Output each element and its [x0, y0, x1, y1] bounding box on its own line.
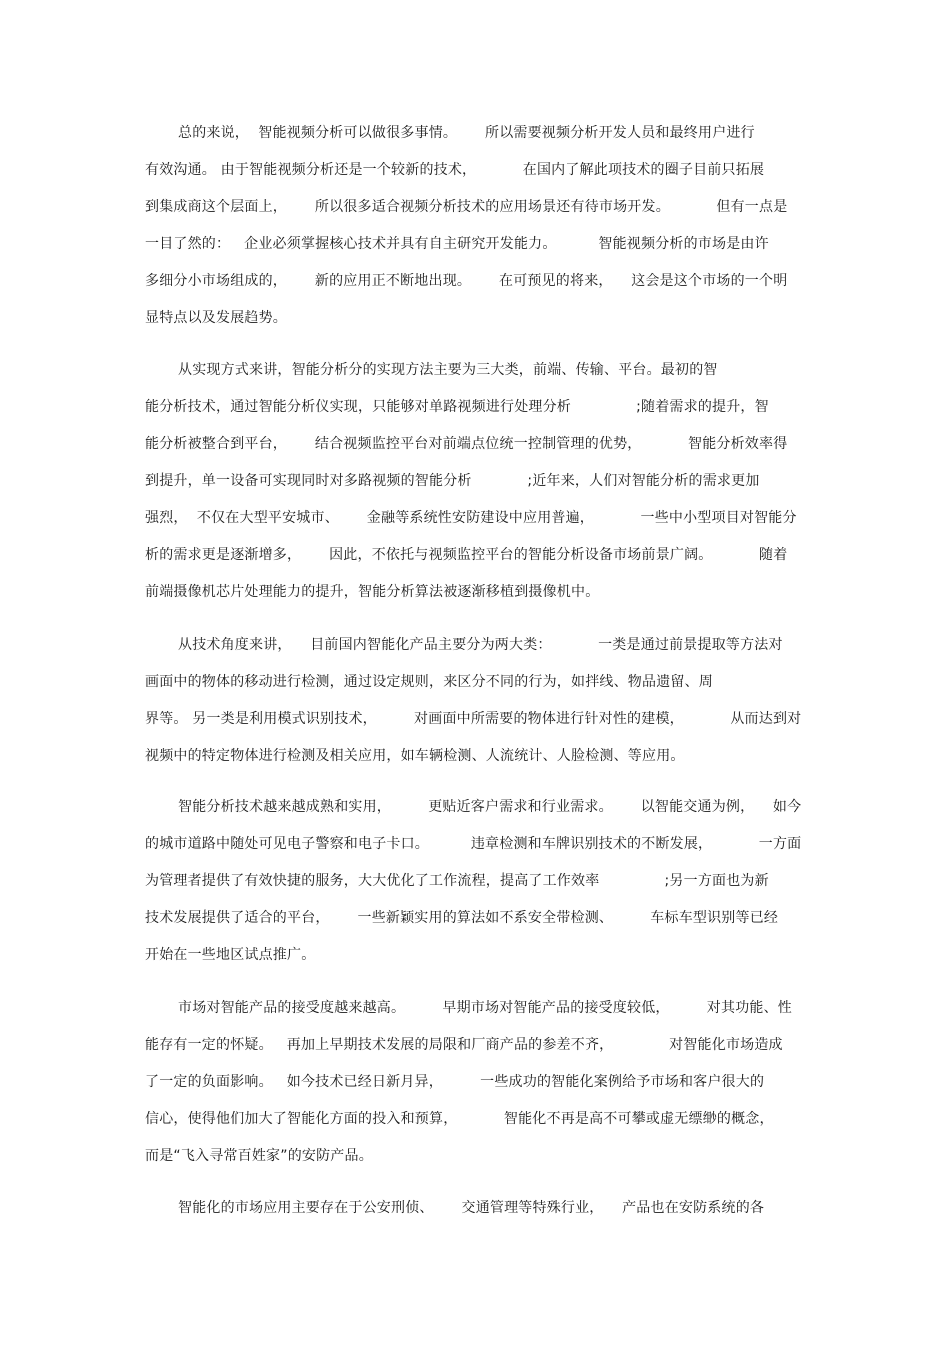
text-line: 从技术角度来讲， 目前国内智能化产品主要分为两大类： 一类是通过前景提取等方法对 — [178, 637, 783, 653]
text-line: 多细分小市场组成的， 新的应用正不断地出现。 在可预见的将来， 这会是这个市场的一个明 — [145, 273, 788, 289]
text-line: 强烈， 不仅在大型平安城市、 金融等系统性安防建设中应用普遍， 一些中小型项目对智能分 — [145, 510, 797, 526]
text-line: 智能分析技术越来越成熟和实用， 更贴近客户需求和行业需求。 以智能交通为例， 如今 — [178, 799, 802, 815]
text-line: 能存有一定的怀疑。 再加上早期技术发展的局限和厂商产品的参差不齐， 对智能化市场造成 — [145, 1037, 783, 1053]
paragraph-summary — [145, 115, 810, 337]
text-line: 智能化的市场应用主要存在于公安刑侦、 交通管理等特殊行业， 产品也在安防系统的各 — [178, 1200, 765, 1216]
text-line: 能分析被整合到平台， 结合视频监控平台对前端点位统一控制管理的优势， 智能分析效率得 — [145, 436, 788, 452]
text-line: 到提升，单一设备可实现同时对多路视频的智能分析 ;近年来，人们对智能分析的需求更加 — [145, 473, 760, 489]
paragraph-technology — [145, 627, 810, 775]
text-line: 的城市道路中随处可见电子警察和电子卡口。 违章检测和车牌识别技术的不断发展， 一方面 — [145, 836, 802, 852]
text-line: 总的来说， 智能视频分析可以做很多事情。 所以需要视频分析开发人员和最终用户进行 — [178, 125, 755, 141]
paragraph-acceptance — [145, 990, 810, 1175]
text-line: 而是“飞入寻常百姓家”的安防产品。 — [145, 1148, 373, 1164]
paragraph-applications — [145, 1190, 810, 1227]
text-line: 界等。 另一类是利用模式识别技术， 对画面中所需要的物体进行针对性的建模， 从而达到对 — [145, 711, 802, 727]
text-line: 能分析技术，通过智能分析仪实现，只能够对单路视频进行处理分析 ;随着需求的提升，智 — [145, 399, 769, 415]
text-line: 从实现方式来讲，智能分析分的实现方法主要为三大类，前端、传输、平台。最初的智 — [178, 362, 718, 378]
paragraph-maturity — [145, 789, 810, 974]
text-line: 一目了然的： 企业必须掌握核心技术并具有自主研究开发能力。 智能视频分析的市场是由许 — [145, 236, 769, 252]
text-line: 前端摄像机芯片处理能力的提升，智能分析算法被逐渐移植到摄像机中。 — [145, 584, 600, 600]
paragraph-implementation — [145, 352, 810, 611]
text-line: 析的需求更是逐渐增多， 因此，不依托与视频监控平台的智能分析设备市场前景广阔。 随着 — [145, 547, 788, 563]
text-line: 画面中的物体的移动进行检测，通过设定规则，来区分不同的行为，如拌线、物品遗留、周 — [145, 674, 713, 690]
text-line: 市场对智能产品的接受度越来越高。 早期市场对智能产品的接受度较低， 对其功能、性 — [178, 1000, 793, 1016]
text-line: 开始在一些地区试点推广。 — [145, 947, 316, 963]
text-line: 到集成商这个层面上， 所以很多适合视频分析技术的应用场景还有待市场开发。 但有一点是 — [145, 199, 788, 215]
text-line: 为管理者提供了有效快捷的服务，大大优化了工作流程，提高了工作效率 ;另一方面也为新 — [145, 873, 769, 889]
text-line: 技术发展提供了适合的平台， 一些新颖实用的算法如不系安全带检测、 车标车型识别等已经 — [145, 910, 779, 926]
text-line: 信心，使得他们加大了智能化方面的投入和预算， 智能化不再是高不可攀或虚无缥缈的概念， — [145, 1111, 774, 1127]
text-line: 有效沟通。 由于智能视频分析还是一个较新的技术， 在国内了解此项技术的圈子目前只拓展 — [145, 162, 765, 178]
text-line: 视频中的特定物体进行检测及相关应用，如车辆检测、人流统计、人脸检测、等应用。 — [145, 748, 685, 764]
text-line: 显特点以及发展趋势。 — [145, 310, 287, 326]
text-line: 了一定的负面影响。 如今技术已经日新月异， 一些成功的智能化案例给予市场和客户很大的 — [145, 1074, 765, 1090]
